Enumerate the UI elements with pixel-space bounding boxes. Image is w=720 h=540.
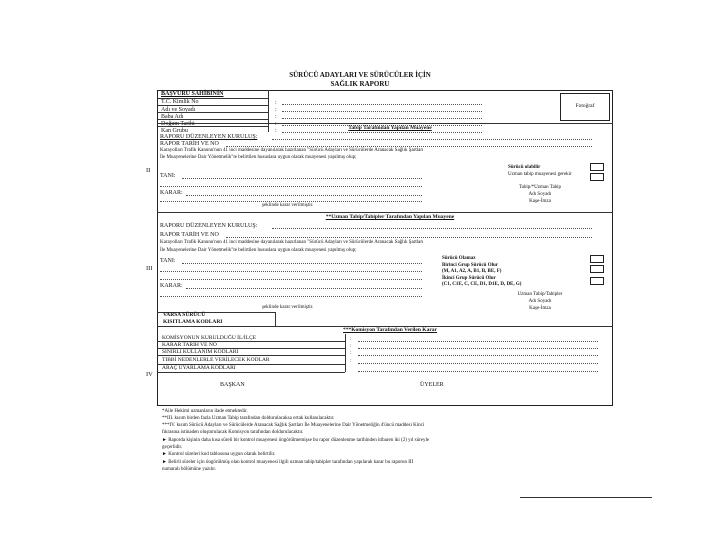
section-iv-chair: BAŞKAN (220, 382, 245, 388)
field-label-tc: T.C. Kimlik No (161, 99, 199, 105)
section-iii-sign-1: Uzman Tabip/Tabipler (517, 292, 563, 297)
check-label-ikinci-classes: (C1, C1E, C, CE, D1, D1E, D, DE, G) (442, 282, 522, 287)
section-ii-legal-2: İle Muayenelerine Dair Yönetmelik"te belirtilen hususlara uygun olarak muayenesi yapılmış olup; (160, 155, 357, 160)
section-ii-date-label: RAPOR TARİH VE NO (160, 141, 219, 147)
section-ii-diagnosis-line[interactable] (182, 178, 422, 179)
section-ii-sign-3: Kaşe-İmza (529, 199, 551, 204)
check-label-olamaz: Sürücü Olamaz (442, 256, 476, 261)
field-label-name: Adı ve Soyadı (161, 107, 196, 113)
section-iii-sign-3: Kaşe-İmza (529, 306, 551, 311)
bottom-rule (520, 497, 652, 498)
section-iii-footer-note: şeklinde karar verilmiştir. (262, 305, 314, 310)
section-ii-roman: II (146, 167, 151, 174)
section-iv-value-il[interactable] (358, 341, 598, 342)
section-iii-varsa-label: VARSA SÜRÜCÜ (163, 312, 206, 318)
footnote-2: **III. kısım birden fazla Uzman Tabip tarafından doldurulacaksa ortak kullanılacaktır. (162, 416, 335, 421)
section-iii-date-value[interactable] (226, 237, 592, 238)
section-iii-kisitlama-label: KISITLAMA KODLARI (163, 319, 223, 325)
section-iii-heading: **Uzman Tabip/Tabipler Tarafından Yapılan Muayene (325, 214, 455, 220)
form-title-line1: SÜRÜCÜ ADAYLARI VE SÜRÜCÜLER İÇİN (289, 71, 431, 79)
section-iv-field-il: KOMİSYONUN KURULDUĞU İL/İLÇE (162, 335, 257, 341)
footnote-6: geçerlidir. (162, 445, 183, 450)
section-ii-diagnosis-label: TANI: (160, 173, 176, 179)
section-iii-legal-1: Karayolları Trafik Kanunu'nun 41 inci maddesine dayanılarak hazırlanan "Sürücü Adayları ve Sürücülerde Aranacak Sağlık Şartları (160, 240, 424, 245)
section-iii-legal-2: İle Muayenelerine Dair Yönetmelik"te belirtilen hususlara uygun olarak muayenesi yapılmış olup; (160, 248, 357, 253)
field-value-tc[interactable] (282, 104, 482, 105)
section-ii-sign-1: Tabip/*Uzman Tabip (518, 185, 562, 190)
section-ii-date-value[interactable] (226, 146, 592, 147)
checkbox-olamaz[interactable] (590, 255, 604, 263)
footnote-3: ***IV. kısım Sürücü Adayları ve Sürücülerde Aranacak Sağlık Şartları İle Muayenelerine Dair Yönetmeliğin 4'üncü maddesi Kinci (162, 423, 425, 428)
section-iv-value-sinirli[interactable] (358, 355, 598, 356)
field-value-father[interactable] (282, 118, 482, 119)
check-label-uzman-gerekir: Uzman tabip muayenesi gerekir (508, 172, 572, 177)
section-iii-issuer-label: RAPORU DÜZENLEYEN KURULUŞ: (160, 223, 258, 229)
section-iii-date-label: RAPOR TARİH VE NO (160, 232, 219, 238)
section-iii-issuer-value[interactable] (272, 228, 592, 229)
section-iv-field-tibbi: TIBBİ NEDENLERLE VERİLECEK KODLAR (162, 357, 270, 363)
field-label-father: Baba Adı (161, 114, 184, 120)
section-iii-diagnosis-label: TANI: (160, 258, 176, 264)
check-label-birinci-classes: (M, A1, A2, A, B1, B, BE, F) (442, 269, 502, 274)
photo-label: Fotoğraf (575, 103, 595, 109)
field-label-birthdate: Doğum Tarihi (161, 121, 195, 127)
check-label-surucu-olabilir: Sürücü olabilir (508, 165, 541, 170)
section-ii-legal-1: Karayolları Trafik Kanunu'nun 41 inci maddesine dayanılarak hazırlanan "Sürücü Adayları ve Sürücülerde Aranacak Sağlık Şartları (160, 148, 424, 153)
section-iii-diagnosis-line[interactable] (182, 263, 422, 264)
section-iv-members: ÜYELER (420, 382, 444, 388)
checkbox-surucu-olabilir[interactable] (590, 163, 604, 171)
checkbox-birinci-grup[interactable] (590, 265, 604, 273)
field-value-blood[interactable] (282, 132, 482, 133)
checkbox-ikinci-grup[interactable] (590, 277, 604, 285)
footnote-9: numaralı bölümüne yazılır. (162, 467, 217, 472)
section-iv-roman: IV (146, 371, 153, 378)
field-label-blood: Kan Grubu (161, 128, 188, 134)
checkbox-uzman-gerekir[interactable] (590, 173, 604, 181)
section-iv-field-arac: ARAÇ UYARLAMA KODLARI (162, 365, 236, 371)
section-ii-sign-2: Adı Soyadı (528, 192, 552, 197)
form-title-line2: SAĞLIK RAPORU (330, 80, 390, 88)
section-ii-decision-label: KARAR: (160, 190, 183, 196)
section-iii-roman: III (146, 265, 153, 272)
section-iii-decision-line[interactable] (186, 288, 422, 289)
section-ii-footer-note: şeklinde karar verilmiştir. (262, 203, 314, 208)
section-ii-decision-line[interactable] (186, 195, 422, 196)
section-ii-heading: Tabip Tarafından Yapılan Muayene (348, 125, 432, 131)
section-iv-value-arac[interactable] (358, 371, 598, 372)
footnote-4: fıkrasına istinaden oluşturulacak Komisyon tarafından doldurulacaktır. (162, 430, 304, 435)
section-iv-value-tarih[interactable] (358, 348, 598, 349)
check-label-ikinci-grup: İkinci Grup Sürücü Olur (442, 276, 496, 281)
section-iv-value-tibbi[interactable] (358, 363, 598, 364)
footnote-8: ► Belirli süreler için öngörülmüş olan kontrol muayenesi ilgili uzman tabip/tabipler tarafından yapılarak karar bu raporun III (162, 460, 414, 465)
section-ii-issuer-label: RAPORU DÜZENLEYEN KURULUŞ: (160, 134, 258, 140)
footnote-5: ► Raporda kişinin daha kısa süreli bir kontrol muayenesi öngörülmemişse bu rapor düzenlenme tarihinden itibaren iki (2) yıl süreyle (162, 438, 430, 443)
applicant-header: BAŞVURU SAHİBİNİN (161, 91, 224, 97)
section-iii-sign-2: Adı Soyadı (528, 299, 552, 304)
field-value-name[interactable] (282, 111, 482, 112)
section-iv-field-tarih: KARAR TARİH VE NO (162, 342, 217, 348)
footnote-1: *Aile Hekimi uzmanların ilade etmektedir. (162, 409, 248, 414)
section-iv-heading: ***Komisyon Tarafından Verilen Karar (343, 327, 437, 333)
section-iv-field-sinirli: SINIRLI KULLANIM KODLARI (162, 349, 239, 355)
footnote-7: ► Kontrol süreleri kod tablosuna uygun olarak belirtilir. (162, 452, 276, 457)
section-iii-decision-label: KARAR: (160, 283, 183, 289)
check-label-birinci-grup: Birinci Grup Sürücü Olur (442, 263, 498, 268)
section-ii-issuer-value[interactable] (272, 139, 592, 140)
